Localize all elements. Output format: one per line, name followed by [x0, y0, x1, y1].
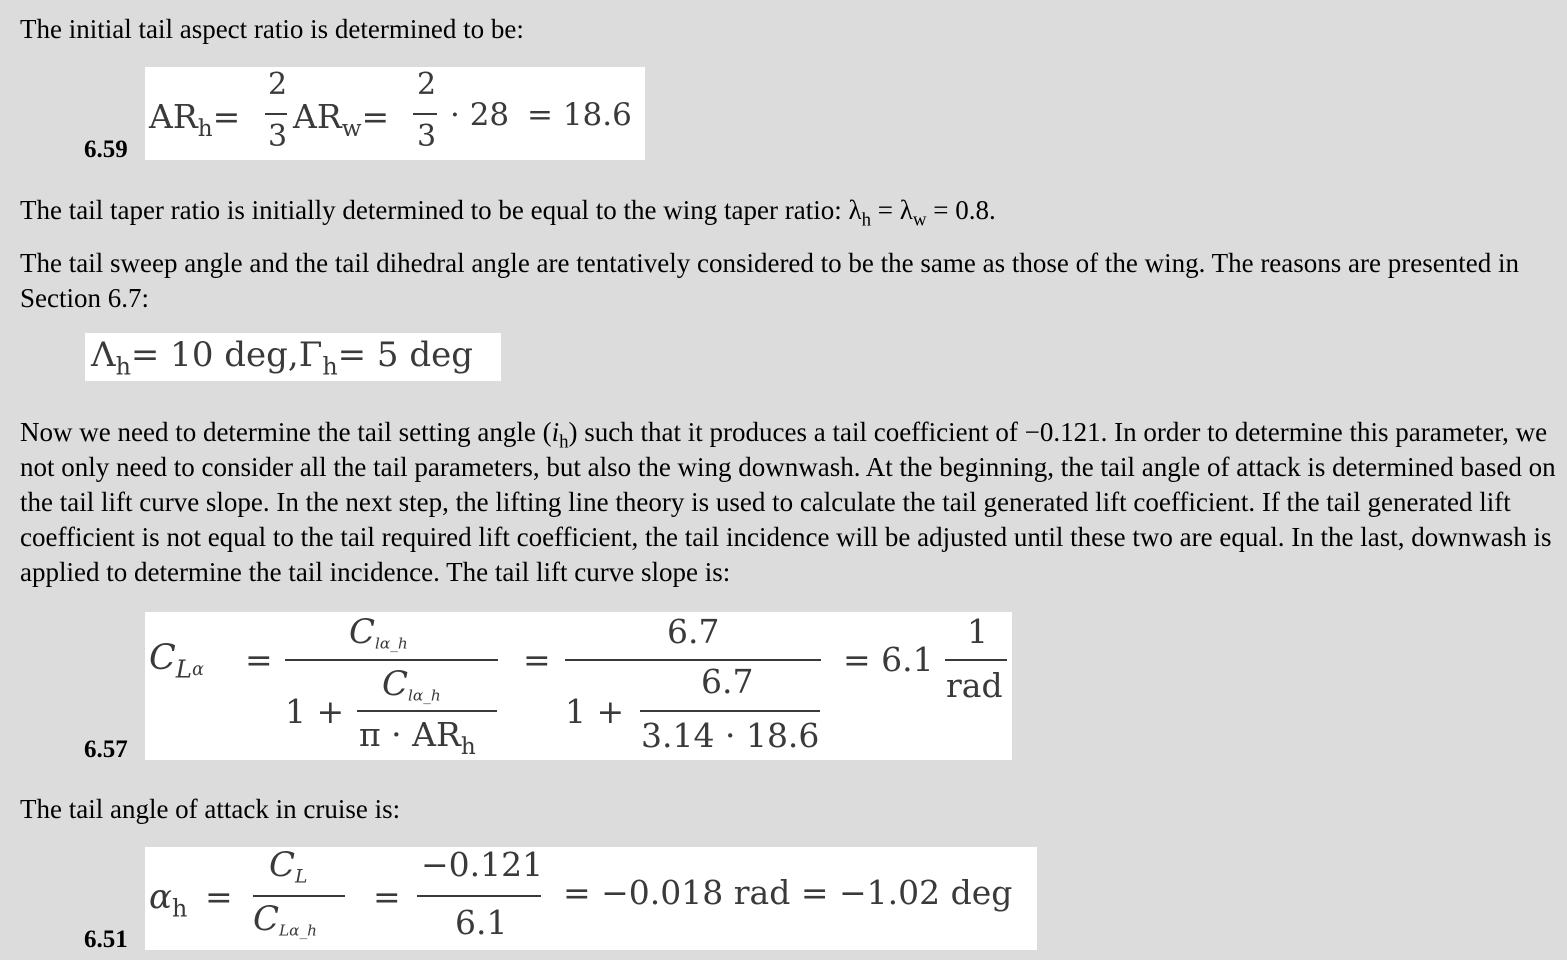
equation-6-51: $\alpha_h$ = $C_L$ $C_{L\alpha\_h}$ = −0.121 6.1 = −0.018 rad = −1.02 deg — [145, 847, 1037, 950]
equation-number-6-59: 6.59 — [84, 136, 128, 163]
equation-number-6-51: 6.51 — [84, 926, 128, 953]
eq657-result: = 6.1 — [843, 640, 934, 679]
tail-aoa-text: The tail angle of attack in cruise is: — [20, 794, 401, 824]
intro-text: The initial tail aspect ratio is determined to be: — [20, 14, 524, 44]
equation-6-59: $AR_h=$ 2 3 $AR_w=$ 2 3 · 28 = 18.6 — [145, 67, 645, 160]
eq659-result: = 18.6 — [527, 97, 632, 133]
equation-6-57: $C_{L\alpha}$ = $C_{l\alpha\_h}$ 1 + $C_{l\alpha\_h}$ $\pi \cdot AR_h$ = 6.7 1 + 6.7 3.14 · 18.6 = 6.1 1 rad — [145, 612, 1012, 760]
equation-number-6-57: 6.57 — [84, 736, 128, 763]
equation-sweep-dihedral: $\Lambda_h= 10$ $deg,\Gamma_h= 5$ deg — [85, 333, 501, 381]
eq651-result: = −0.018 rad = −1.02 deg — [563, 873, 1013, 912]
tail-setting-angle-text: Now we need to determine the tail setting angle $(i_h)$ such that it produces a tail coefficient of −0.121. In order to determine this parameter, we not only need to consider all the tail parameters, but also the wing downwash. At the beginning, the tail angle of attack is determined based on the tail lift curve slope. In the next step, the lifting line theory is used to calculate the tail generated lift coefficient. If the tail generated lift coefficient is not equal to the tail required lift coefficient, the tail incidence will be adjusted until these two are equal. In the last, downwash is applied to determine the tail incidence. The tail lift curve slope is: — [20, 417, 1556, 587]
sweep-dihedral-text: The tail sweep angle and the tail dihedral angle are tentatively considered to be the same as those of the wing. The reasons are presented in Section 6.7: — [20, 248, 1519, 313]
taper-ratio-text: The tail taper ratio is initially determined to be equal to the wing taper ratio: $\lambda_h = \lambda_w = 0.8$. — [20, 195, 996, 231]
ar-h-label: AR — [149, 97, 198, 136]
ar-w-label: AR — [293, 97, 342, 136]
